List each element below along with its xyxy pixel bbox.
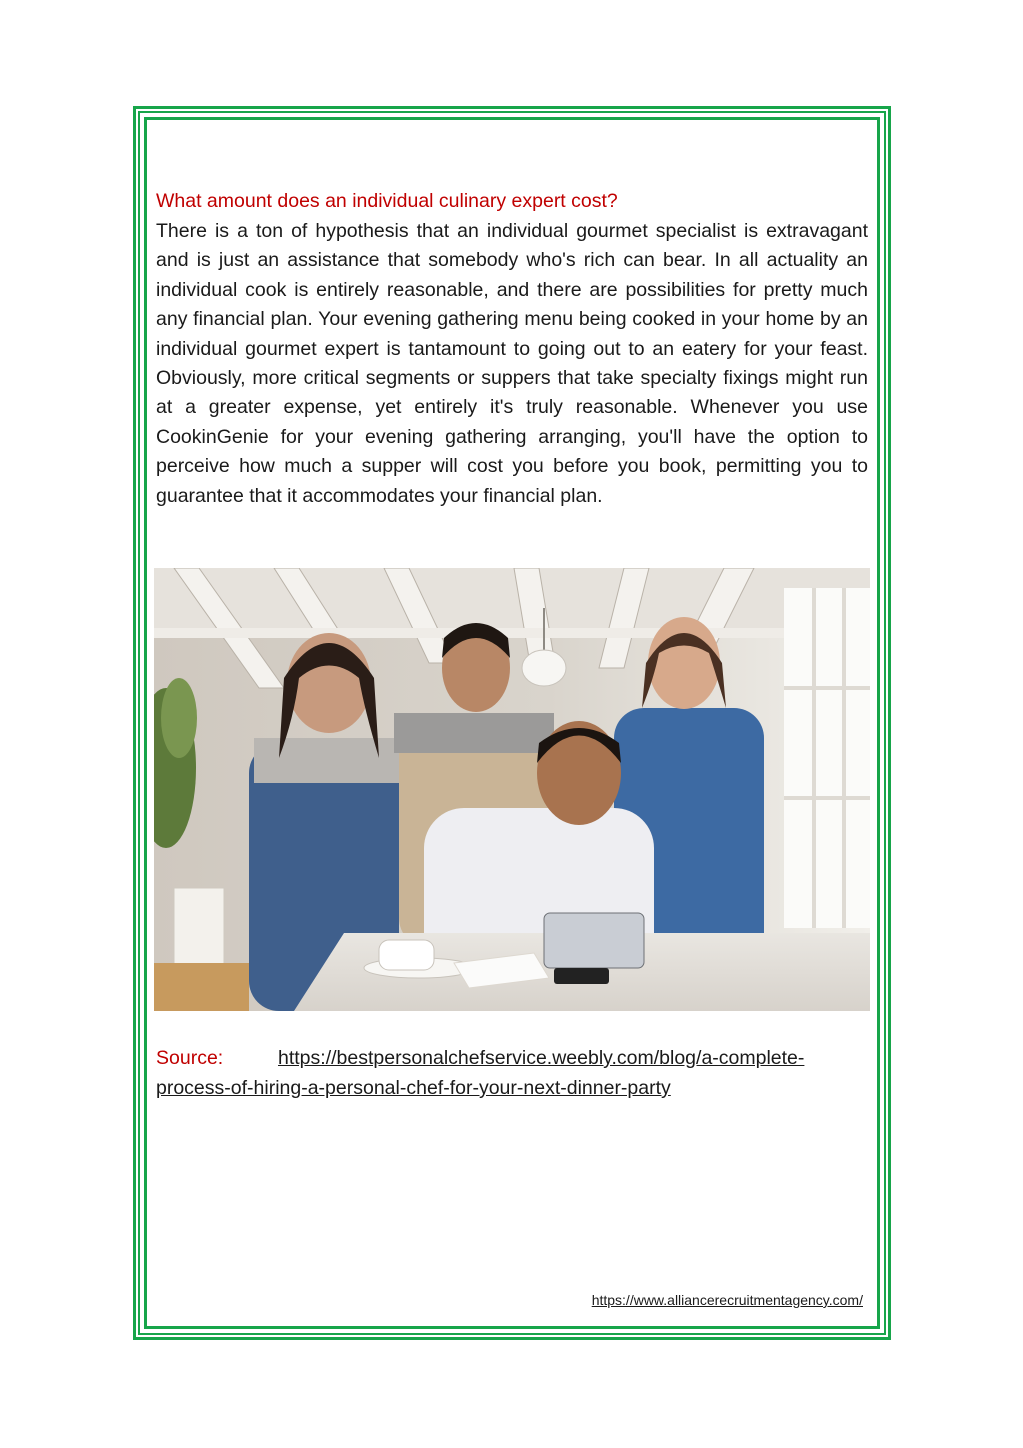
team-photo <box>154 568 870 1011</box>
source-link[interactable]: https://bestpersonalchefservice.weebly.com/blog/a-complete-process-of-hiring-a-personal-chef-for-your-next-dinner-party <box>156 1047 805 1099</box>
source-label: Source: <box>156 1047 224 1069</box>
footer-link[interactable]: https://www.alliancerecruitmentagency.com/ <box>591 1292 863 1308</box>
section-heading: What amount does an individual culinary expert cost? <box>156 190 618 212</box>
body-paragraph: There is a ton of hypothesis that an individual gourmet specialist is extravagant and is just an assistance that somebody who's rich can bear. In all actuality an individual cook is entirely reasonable, and there are possibilities for pretty much any financial plan. Your evening gathering menu being cooked in your home by an individual gourmet expert is tantamount to going out to an eatery for your feast. Obviously, more critical segments or suppers that take specialty fixings might run at a greater expense, yet entirely it's truly reasonable. Whenever you use CookinGenie for your evening gathering arranging, you'll have the option to perceive how much a supper will cost you before you book, permitting you to guarantee that it accommodates your financial plan. <box>156 220 868 507</box>
source-citation <box>156 1043 868 1103</box>
